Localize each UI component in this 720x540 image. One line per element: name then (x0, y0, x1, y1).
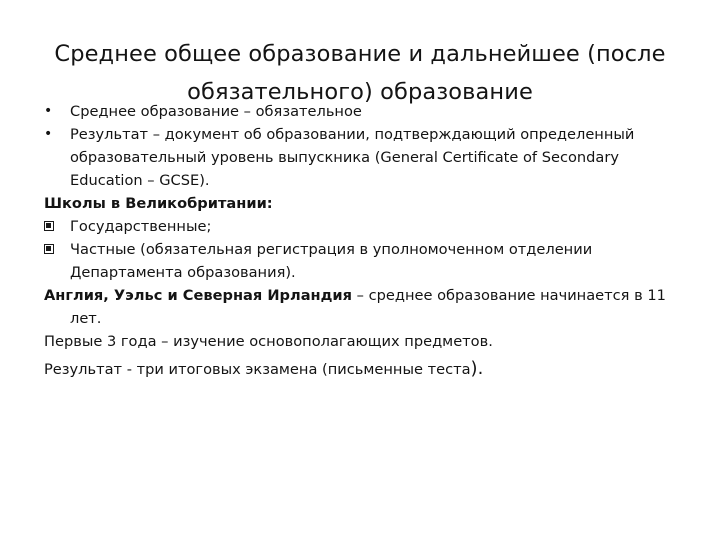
bullet-dot-icon: • (44, 126, 53, 142)
schools-heading: Школы в Великобритании: (44, 195, 273, 212)
school-type-text: Государственные; (70, 218, 212, 235)
school-type-item (44, 215, 694, 238)
bullet-text: Результат – документ об образовании, подтверждающий определенный образовательный уровень выпускника (General Certificate of Secondary Education – GCSE). (70, 126, 635, 189)
regions-paragraph (44, 284, 690, 330)
result-paragraph (44, 357, 694, 381)
bullet-dot-icon: • (44, 103, 53, 119)
slide-title-line-2: обязательного) образование (187, 79, 533, 106)
regions-label: Англия, Уэльс и Северная Ирландия (44, 287, 353, 304)
slide-body (44, 100, 694, 381)
result-text: Результат - три итоговых экзамена (письменные теста (44, 361, 471, 378)
result-end: ). (470, 358, 484, 379)
checkbox-square-icon (44, 238, 64, 261)
school-type-text: Частные (обязательная регистрация в уполномоченном отделении Департамента образования). (70, 241, 593, 281)
bullet-item (44, 100, 694, 123)
first-years-text: Первые 3 года – изучение основополагающих предметов. (44, 333, 493, 350)
bullet-item (44, 123, 694, 192)
checkbox-square-icon (44, 215, 64, 238)
school-type-item (44, 238, 694, 284)
slide-title-line-1: Среднее общее образование и дальнейшее (после (54, 41, 666, 68)
regions-text: – среднее образование начинается в 11 лет. (70, 287, 666, 327)
bullet-text: Среднее образование – обязательное (70, 103, 362, 120)
